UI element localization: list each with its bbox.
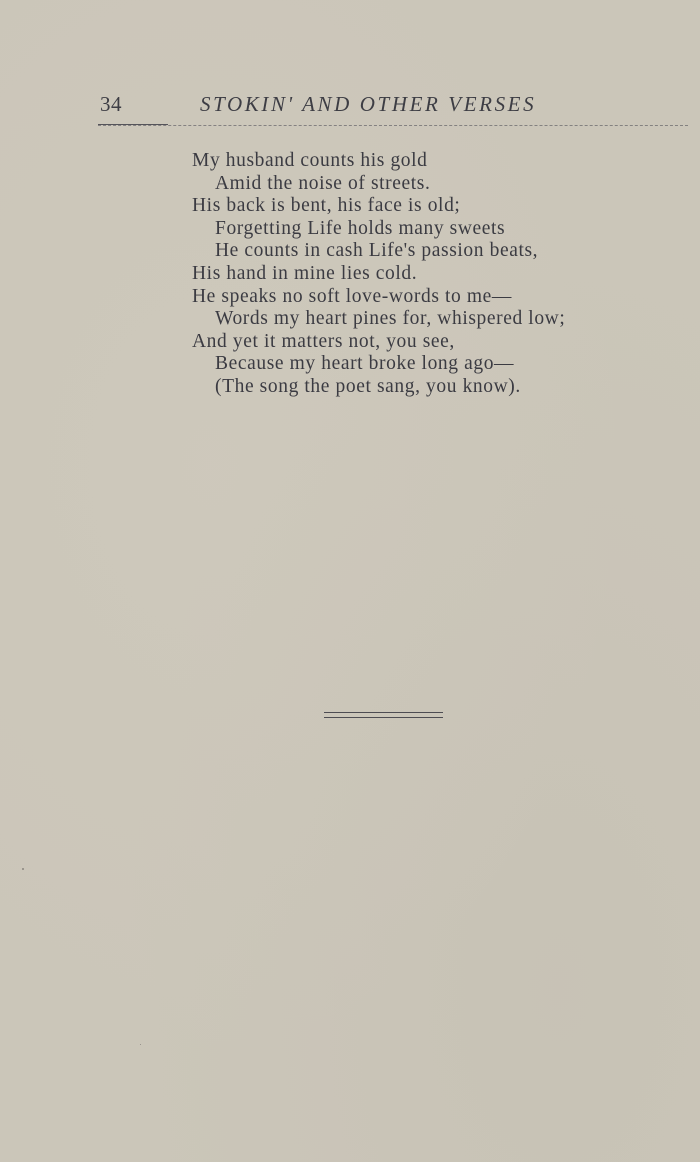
poem-line: He counts in cash Life's passion beats, [215, 240, 539, 262]
page-number: 34 [100, 92, 122, 116]
poem-line: Amid the noise of streets. [215, 172, 431, 194]
poem [192, 150, 672, 399]
running-title: STOKIN' AND OTHER VERSES [200, 92, 537, 116]
paper-speck [140, 1044, 141, 1045]
poem-line: (The song the poet sang, you know). [215, 375, 521, 397]
poem-line: Because my heart broke long ago— [215, 353, 515, 375]
poem-line: And yet it matters not, you see, [192, 330, 455, 352]
end-rule-top [324, 712, 443, 713]
poem-line: Words my heart pines for, whispered low; [215, 308, 566, 330]
poem-line: Forgetting Life holds many sweets [215, 217, 506, 239]
header-rule [98, 125, 688, 126]
poem-line: His back is bent, his face is old; [192, 195, 461, 217]
poem-line: My husband counts his gold [192, 150, 428, 171]
poem-line: His hand in mine lies cold. [192, 262, 418, 284]
paper-speck [22, 868, 24, 870]
end-rule-bottom [324, 717, 443, 718]
running-head [100, 92, 660, 122]
poem-line: He speaks no soft love-words to me— [192, 285, 512, 307]
